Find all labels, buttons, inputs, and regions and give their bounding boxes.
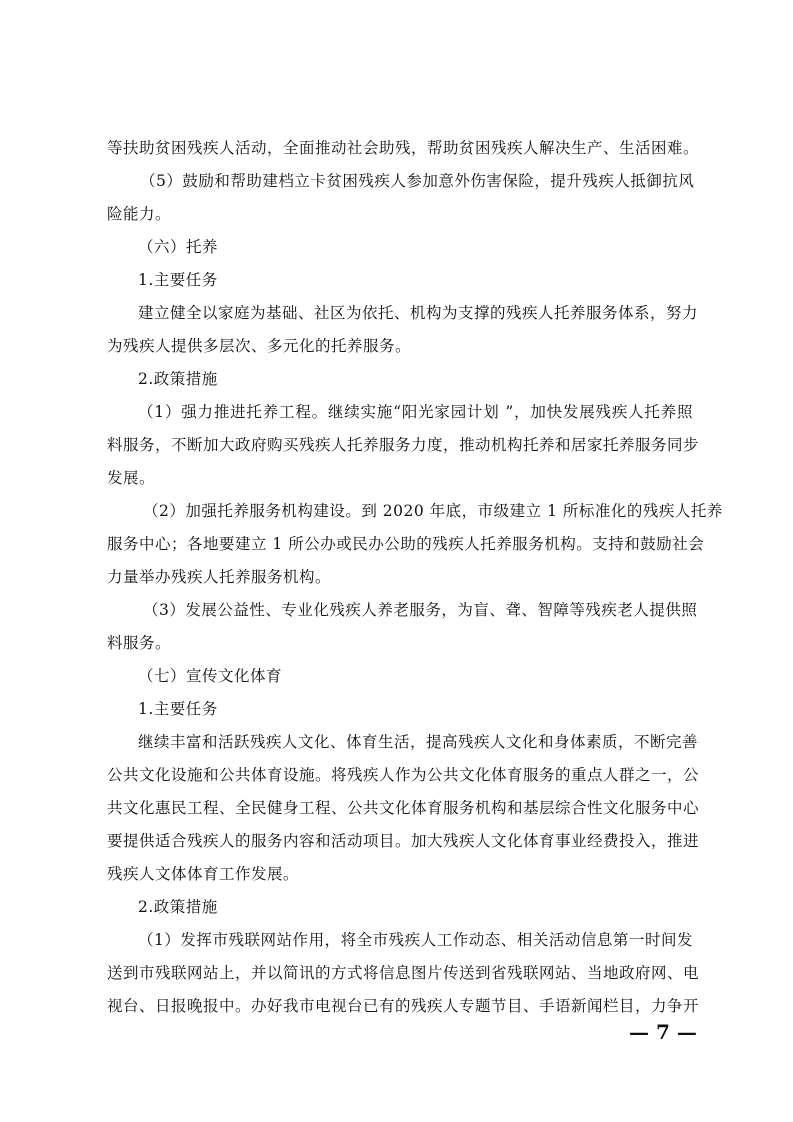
text-line: 送到市残联网站上，并以简讯的方式将信息图片传送到省残联网站、当地政府网、电 [107,964,700,982]
text-line: 料服务。 [107,634,172,652]
text-line: 险能力。 [107,205,172,223]
text-line: （七）宣传文化体育 [138,667,283,685]
text-line: 共文化惠民工程、全民健身工程、公共文化体育服务机构和基层综合性文化服务中心 [107,799,700,817]
text-line: 1.主要任务 [138,700,218,718]
text-line: 2.政策措施 [138,898,218,916]
text-line: 公共文化设施和公共体育设施。将残疾人作为公共文化体育服务的重点人群之一，公 [107,766,700,784]
text-line: （5）鼓励和帮助建档立卡贫困残疾人参加意外伤害保险，提升残疾人抵御抗风 [140,172,695,190]
text-line: 为残疾人提供多层次、多元化的托养服务。 [107,337,412,355]
text-line: （2）加强托养服务机构建设。到 2020 年底，市级建立 1 所标准化的残疾人托养 [143,502,723,520]
text-line: 继续丰富和活跃残疾人文化、体育生活，提高残疾人文化和身体素质，不断完善 [138,733,699,751]
text-line: （1）发挥市残联网站作用，将全市残疾人工作动态、相关活动信息第一时间发 [138,931,693,949]
text-line: 料服务，不断加大政府购买残疾人托养服务力度，推动机构托养和居家托养服务同步 [107,436,700,454]
text-line: 服务中心；各地要建立 1 所公办或民办公助的残疾人托养服务机构。支持和鼓励社会 [107,535,705,553]
text-line: 2.政策措施 [138,370,218,388]
text-line: 视台、日报晚报中。办好我市电视台已有的残疾人专题节目、手语新闻栏目，力争开 [107,997,700,1015]
text-line: 1.主要任务 [138,271,218,289]
text-line: 建立健全以家庭为基础、社区为依托、机构为支撑的残疾人托养服务体系，努力 [138,304,699,322]
text-line: 要提供适合残疾人的服务内容和活动项目。加大残疾人文化体育事业经费投入，推进 [107,832,700,850]
text-line: （1）强力推进托养工程。继续实施“阳光家园计划 ”，加快发展残疾人托养照 [138,403,693,421]
text-line: （3）发展公益性、专业化残疾人养老服务，为盲、聋、智障等残疾老人提供照 [143,601,698,619]
page-number: — 7 — [629,1020,697,1044]
text-line: 力量举办残疾人托养服务机构。 [107,568,332,586]
text-line: 等扶助贫困残疾人活动，全面推动社会助残，帮助贫困残疾人解决生产、生活困难。 [107,139,700,157]
text-line: 残疾人文体体育工作发展。 [107,865,300,883]
text-line: 发展。 [107,469,156,487]
text-line: （六）托养 [138,238,219,256]
